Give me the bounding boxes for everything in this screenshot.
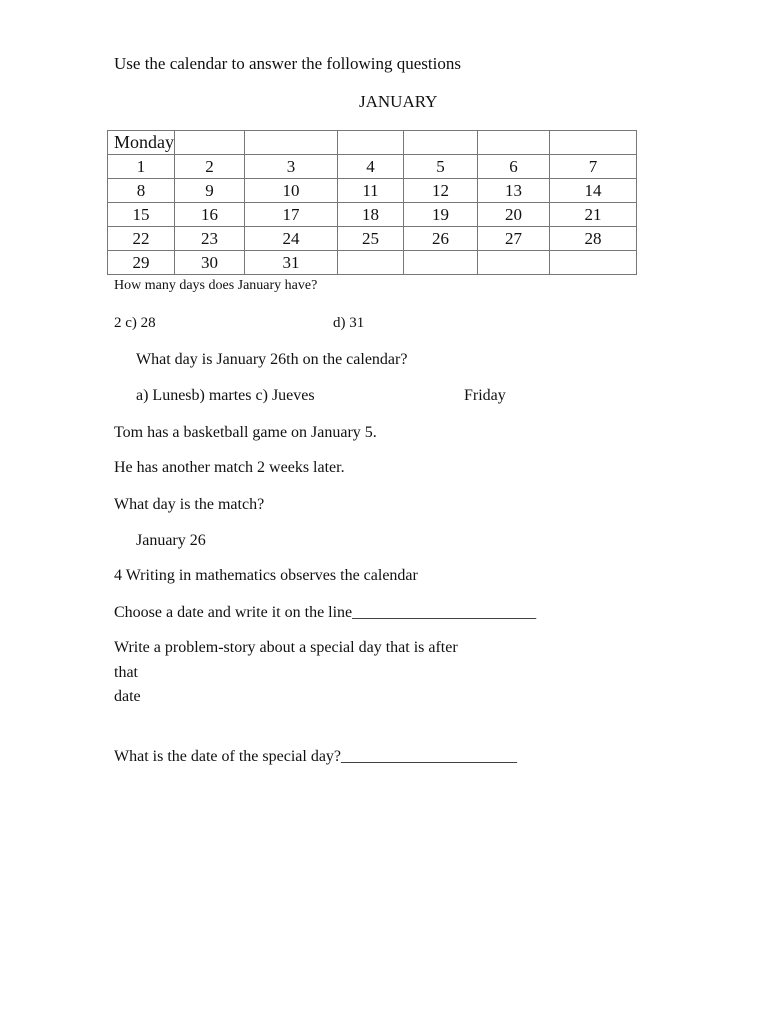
calendar-table	[107, 130, 637, 275]
question-days-in-january: How many days does January have?	[114, 278, 318, 293]
worksheet-intro: Use the calendar to answer the following questions	[114, 54, 461, 73]
calendar-header-cell	[245, 131, 338, 155]
calendar-day-cell: 9	[175, 179, 245, 203]
calendar-day-cell: 19	[404, 203, 478, 227]
story-line-1: Write a problem-story about a special day that is after	[114, 639, 458, 656]
match-answer: January 26	[136, 532, 206, 549]
calendar-day-cell: 6	[478, 155, 550, 179]
calendar-day-cell: 10	[245, 179, 338, 203]
calendar-day-cell: 17	[245, 203, 338, 227]
calendar-day-cell: 14	[550, 179, 637, 203]
calendar-day-cell: 27	[478, 227, 550, 251]
month-title: JANUARY	[359, 92, 438, 111]
calendar-day-cell	[338, 251, 404, 275]
basketball-line-3: What day is the match?	[114, 496, 265, 513]
calendar-day-cell: 20	[478, 203, 550, 227]
calendar-header-cell	[175, 131, 245, 155]
calendar-day-cell: 11	[338, 179, 404, 203]
calendar-week-row	[108, 227, 637, 251]
calendar-day-cell: 30	[175, 251, 245, 275]
calendar-header-cell	[478, 131, 550, 155]
calendar-day-cell: 1	[108, 155, 175, 179]
calendar-header-cell: Monday	[108, 131, 175, 155]
calendar-day-cell: 21	[550, 203, 637, 227]
calendar-day-cell: 22	[108, 227, 175, 251]
question-january-26: What day is January 26th on the calendar?	[136, 351, 408, 368]
calendar-day-cell	[478, 251, 550, 275]
calendar-day-cell	[550, 251, 637, 275]
calendar-day-cell: 5	[404, 155, 478, 179]
choose-date-line: Choose a date and write it on the line_______________________	[114, 604, 537, 621]
calendar-day-cell: 15	[108, 203, 175, 227]
calendar-day-cell: 2	[175, 155, 245, 179]
calendar-day-cell	[404, 251, 478, 275]
calendar-day-cell: 4	[338, 155, 404, 179]
writing-heading: 4 Writing in mathematics observes the calendar	[114, 567, 418, 584]
choice-c: 2 c) 28	[114, 315, 156, 331]
calendar-day-cell: 25	[338, 227, 404, 251]
calendar-day-cell: 23	[175, 227, 245, 251]
basketball-line-1: Tom has a basketball game on January 5.	[114, 424, 377, 441]
calendar-day-cell: 13	[478, 179, 550, 203]
calendar-day-cell: 8	[108, 179, 175, 203]
calendar-header-cell	[550, 131, 637, 155]
calendar-header-cell	[338, 131, 404, 155]
basketball-line-2: He has another match 2 weeks later.	[114, 459, 345, 476]
calendar-header-row	[108, 131, 637, 155]
story-line-3: date	[114, 688, 141, 705]
calendar-day-cell: 31	[245, 251, 338, 275]
special-day-line: What is the date of the special day?______________________	[114, 748, 518, 765]
calendar-day-cell: 16	[175, 203, 245, 227]
calendar-header-cell	[404, 131, 478, 155]
story-line-2: that	[114, 664, 138, 681]
day-choices: a) Lunesb) martes c) Jueves	[136, 387, 315, 404]
calendar-day-cell: 26	[404, 227, 478, 251]
calendar-week-row	[108, 203, 637, 227]
choice-d: d) 31	[333, 315, 365, 331]
calendar-week-row	[108, 251, 637, 275]
calendar-day-cell: 18	[338, 203, 404, 227]
day-answer: Friday	[464, 387, 506, 404]
calendar-day-cell: 29	[108, 251, 175, 275]
calendar-day-cell: 24	[245, 227, 338, 251]
calendar-day-cell: 7	[550, 155, 637, 179]
calendar-week-row	[108, 155, 637, 179]
calendar-day-cell: 3	[245, 155, 338, 179]
calendar-week-row	[108, 179, 637, 203]
calendar-day-cell: 12	[404, 179, 478, 203]
calendar-day-cell: 28	[550, 227, 637, 251]
